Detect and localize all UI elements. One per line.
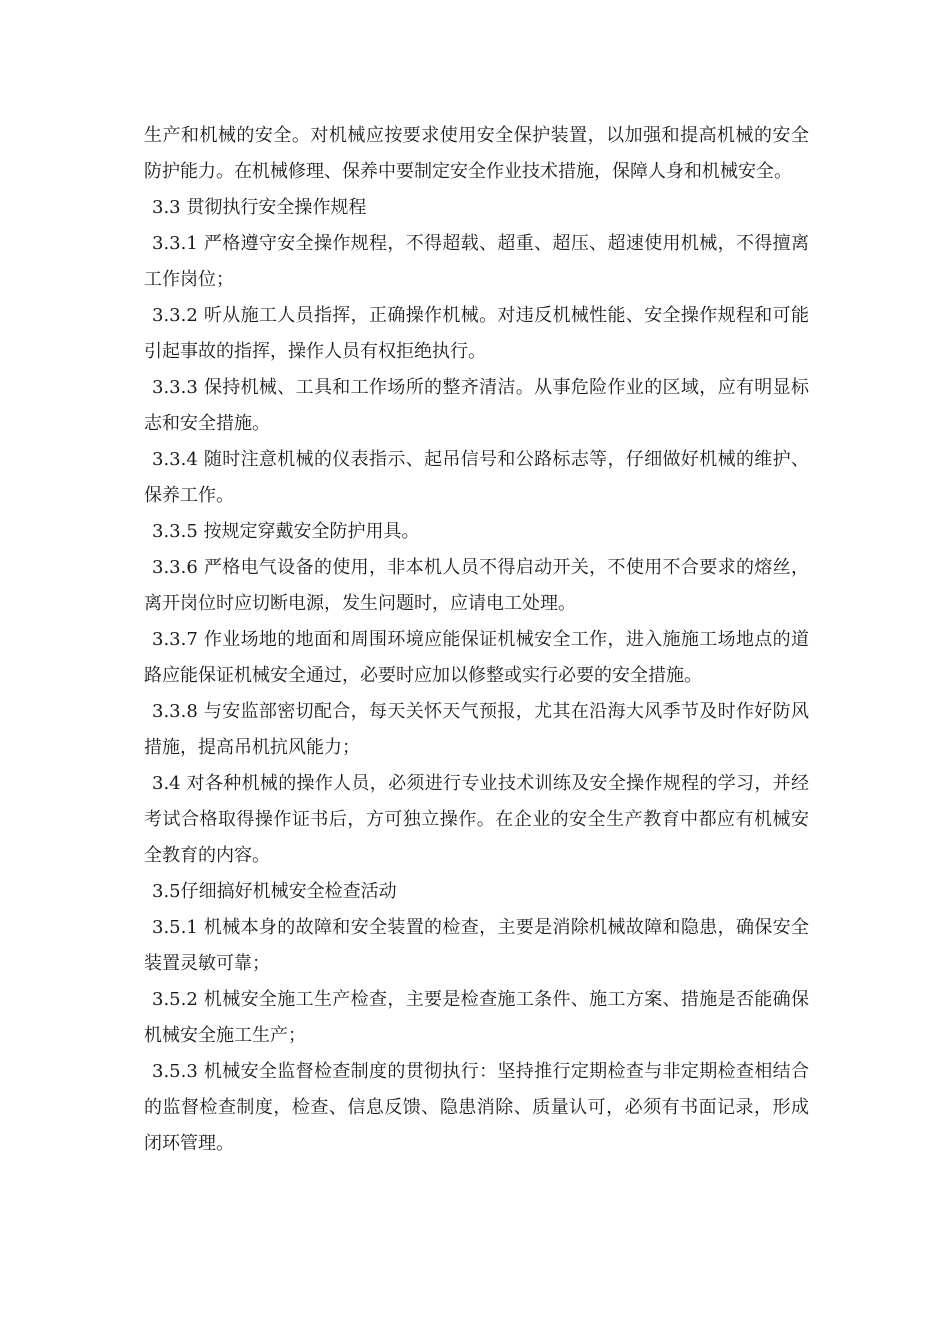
clause-3-3-6: 3.3.6 严格电气设备的使用，非本机人员不得启动开关，不使用不合要求的熔丝，离开岗位时应切断电源，发生问题时，应请电工处理。 xyxy=(144,557,809,614)
document-page xyxy=(144,118,809,1162)
clause-3-3-1: 3.3.1 严格遵守安全操作规程，不得超载、超重、超压、超速使用机械，不得擅离工作岗位； xyxy=(144,233,809,290)
clause-3-5-2: 3.5.2 机械安全施工生产检查，主要是检查施工条件、施工方案、措施是否能确保机械安全施工生产； xyxy=(144,989,809,1046)
section-heading-3-3: 3.3 贯彻执行安全操作规程 xyxy=(152,197,367,218)
clause-3-4: 3.4 对各种机械的操作人员，必须进行专业技术训练及安全操作规程的学习，并经考试合格取得操作证书后，方可独立操作。在企业的安全生产教育中都应有机械安全教育的内容。 xyxy=(144,773,809,866)
clause-3-3-7: 3.3.7 作业场地的地面和周围环境应能保证机械安全工作，进入施施工场地点的道路应能保证机械安全通过，必要时应加以修整或实行必要的安全措施。 xyxy=(144,629,809,686)
clause-3-3-5: 3.3.5 按规定穿戴安全防护用具。 xyxy=(152,521,420,542)
section-heading-3-5: 3.5仔细搞好机械安全检查活动 xyxy=(152,881,397,902)
clause-3-5-1: 3.5.1 机械本身的故障和安全装置的检查，主要是消除机械故障和隐患，确保安全装置灵敏可靠； xyxy=(144,917,809,974)
clause-3-5-3: 3.5.3 机械安全监督检查制度的贯彻执行：坚持推行定期检查与非定期检查相结合的监督检查制度，检查、信息反馈、隐患消除、质量认可，必须有书面记录，形成闭环管理。 xyxy=(144,1061,809,1154)
clause-3-3-4: 3.3.4 随时注意机械的仪表指示、起吊信号和公路标志等，仔细做好机械的维护、保养工作。 xyxy=(144,449,809,506)
paragraph-intro: 生产和机械的安全。对机械应按要求使用安全保护装置，以加强和提高机械的安全防护能力。在机械修理、保养中要制定安全作业技术措施，保障人身和机械安全。 xyxy=(144,125,809,182)
clause-3-3-3: 3.3.3 保持机械、工具和工作场所的整齐清洁。从事危险作业的区域，应有明显标志和安全措施。 xyxy=(144,377,809,434)
clause-3-3-8: 3.3.8 与安监部密切配合，每天关怀天气预报，尤其在沿海大风季节及时作好防风措施，提高吊机抗风能力； xyxy=(144,701,809,758)
clause-3-3-2: 3.3.2 听从施工人员指挥，正确操作机械。对违反机械性能、安全操作规程和可能引起事故的指挥，操作人员有权拒绝执行。 xyxy=(144,305,809,362)
